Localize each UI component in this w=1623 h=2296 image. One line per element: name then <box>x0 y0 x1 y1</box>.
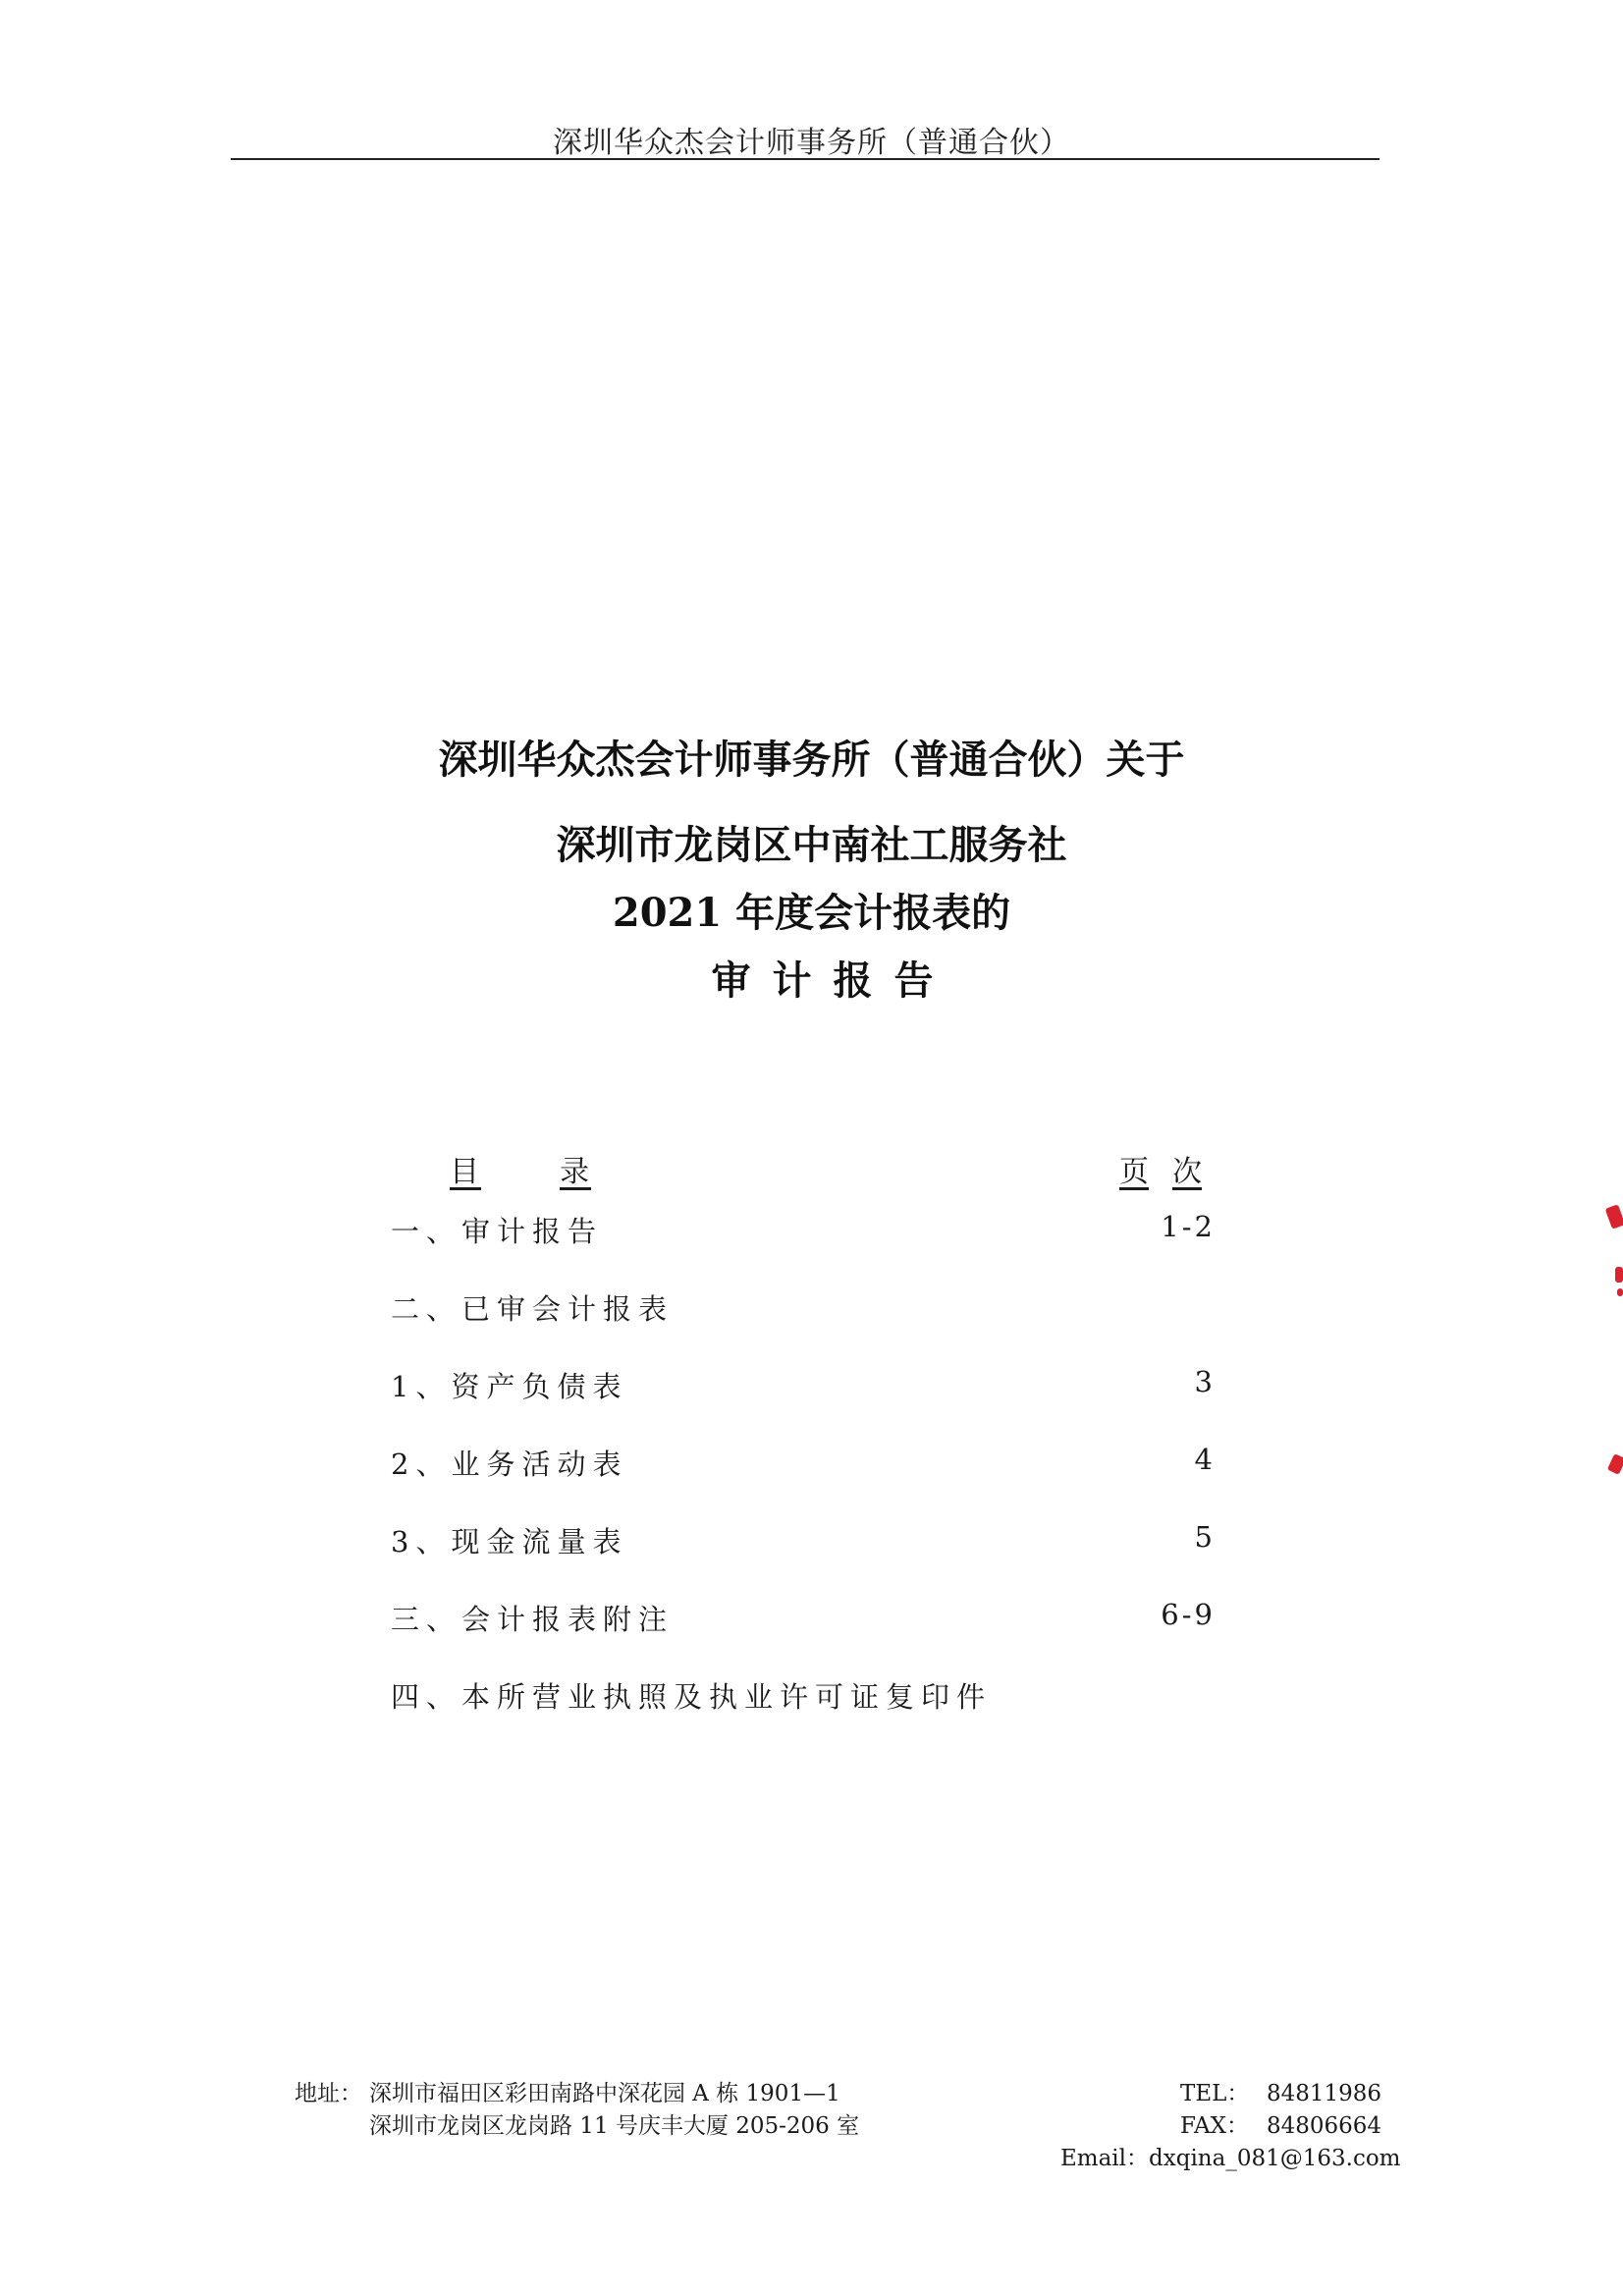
toc-row-page: 6-9 <box>1161 1598 1216 1631</box>
address-line-1: 深圳市福田区彩田南路中深花园 A 栋 1901—1 <box>369 2081 840 2106</box>
fax-label: FAX： <box>1180 2113 1249 2139</box>
toc-row-label: 1、资产负债表 <box>391 1370 628 1403</box>
toc-row-label: 一、审计报告 <box>391 1215 604 1248</box>
title-year: 2021 <box>612 890 723 936</box>
toc-row-label: 3、现金流量表 <box>391 1525 628 1558</box>
toc-heading-page <box>1119 1147 1202 1190</box>
address-line-2: 深圳市龙岗区龙岗路 11 号庆丰大厦 205-206 室 <box>369 2113 860 2139</box>
toc-row <box>391 1287 1216 1327</box>
address-label: 地址： <box>295 2081 362 2106</box>
toc-heading-contents-b: 录 <box>560 1155 591 1189</box>
title-line-3 <box>0 882 1623 938</box>
email-line <box>1060 2143 1400 2175</box>
toc-heading-contents <box>450 1147 591 1190</box>
seal-fragment-icon <box>1617 1288 1623 1296</box>
header-firm-name: 深圳华众杰会计师事务所（普通合伙） <box>553 126 1070 160</box>
toc-row <box>391 1210 1216 1249</box>
toc-row-label: 四、本所营业执照及执业许可证复印件 <box>391 1680 993 1714</box>
email-label: Email： <box>1060 2146 1150 2171</box>
header-divider <box>231 158 1380 160</box>
seal-fragment-icon <box>1607 1453 1623 1475</box>
toc-heading-contents-a: 目 <box>450 1155 481 1189</box>
toc-row <box>391 1365 1216 1404</box>
toc-row <box>391 1443 1216 1482</box>
email-value: dxqina_081@163.com <box>1149 2146 1401 2171</box>
seal-fragment-icon <box>1615 1267 1623 1283</box>
toc-heading-page-b: 次 <box>1172 1155 1202 1189</box>
seal-fragment-icon <box>1605 1204 1623 1229</box>
toc-heading-page-a: 页 <box>1119 1155 1149 1189</box>
footer-contact <box>1060 2078 1401 2175</box>
tel-value: 84811986 <box>1267 2081 1382 2106</box>
toc-row-label: 2、业务活动表 <box>391 1448 628 1481</box>
toc-row <box>391 1520 1216 1559</box>
toc-row <box>391 1598 1216 1637</box>
toc-row-label: 三、会计报表附注 <box>391 1603 675 1636</box>
toc-row-label: 二、已审会计报表 <box>391 1292 675 1326</box>
footer-address <box>295 2078 859 2143</box>
toc-row <box>391 1675 1216 1715</box>
toc-row-page: 3 <box>1194 1365 1216 1398</box>
tel-label: TEL： <box>1180 2081 1250 2106</box>
title-line-4: 审计报告 <box>711 958 955 1004</box>
toc-row-page: 4 <box>1194 1443 1216 1476</box>
fax-value: 84806664 <box>1267 2113 1382 2139</box>
toc-row-page: 5 <box>1194 1520 1216 1554</box>
title-line-3-text: 年度会计报表的 <box>735 891 1011 936</box>
title-line-2: 深圳市龙岗区中南社工服务社 <box>556 823 1067 868</box>
title-line-1: 深圳华众杰会计师事务所（普通合伙）关于 <box>438 738 1185 783</box>
toc-row-page: 1-2 <box>1161 1210 1216 1243</box>
